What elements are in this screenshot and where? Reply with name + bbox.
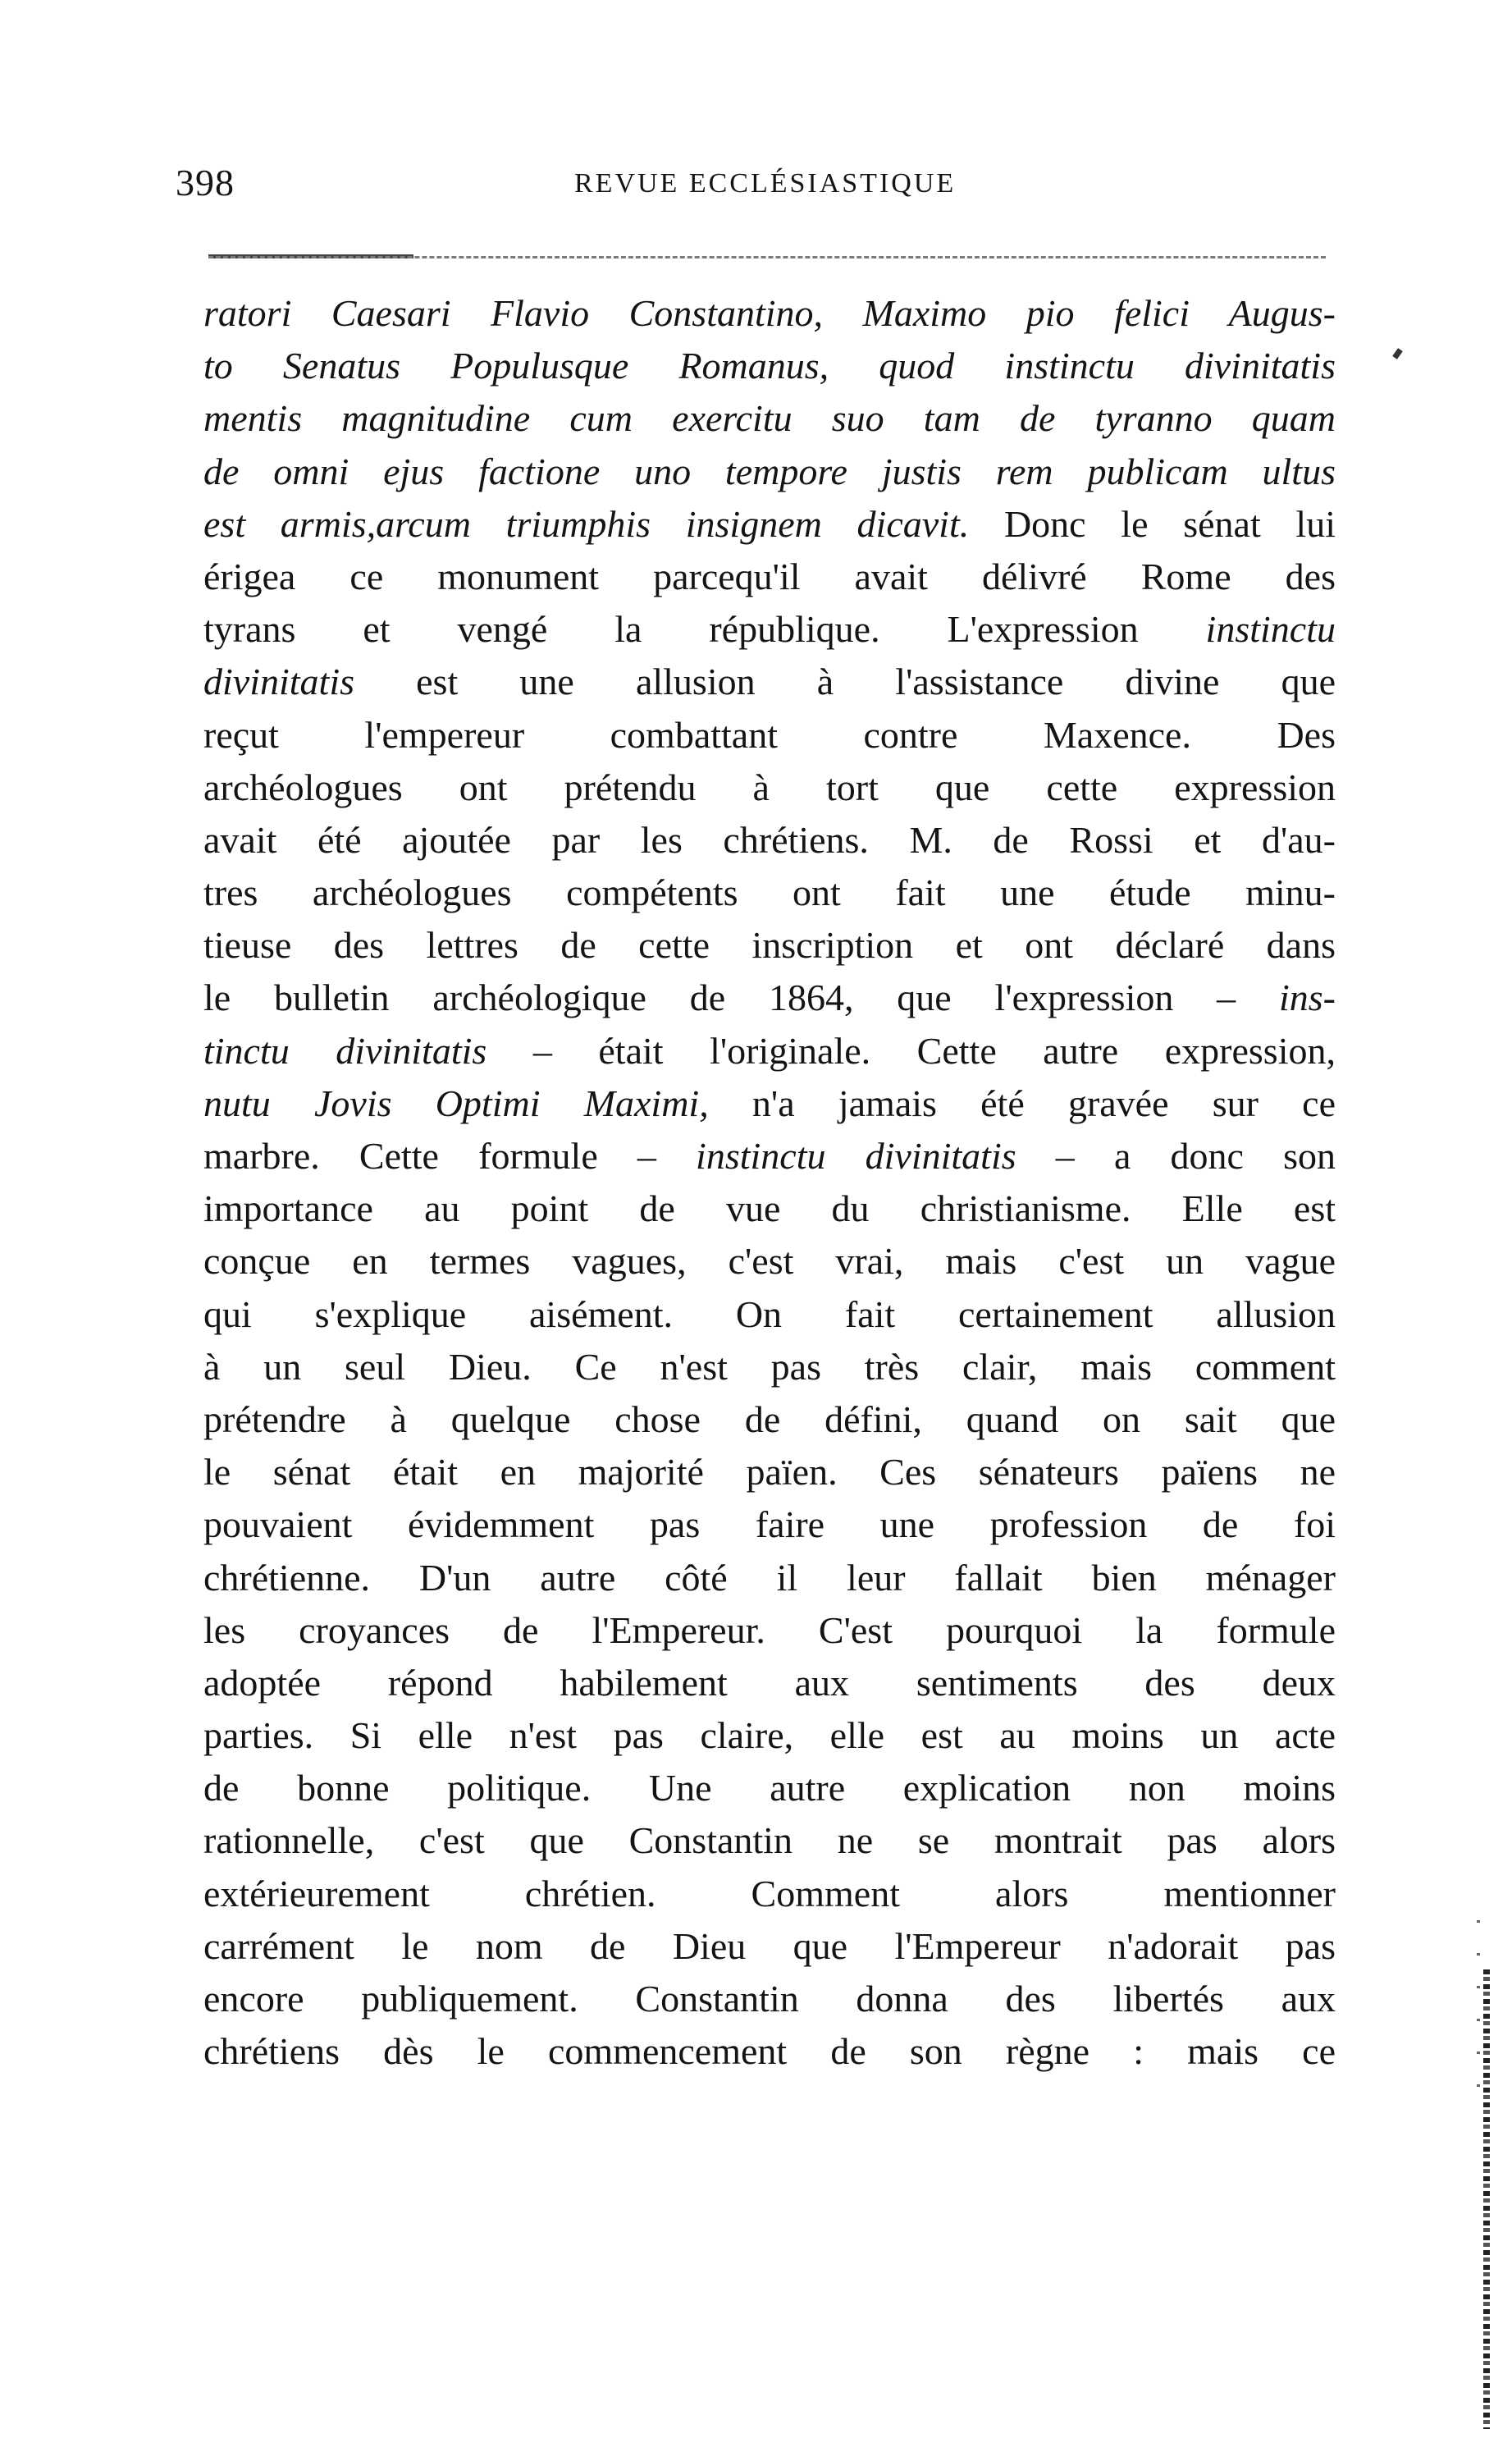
- text-line: [203, 498, 1336, 551]
- text-line: [203, 1182, 1336, 1235]
- text-line: [203, 1973, 1336, 2025]
- text-segment: le sénat était en majorité païen. Ces sénateurs païens ne: [203, 1451, 1336, 1494]
- italic-segment: ratori Caesari Flavio Constantino, Maximo pio felici Augus-: [203, 292, 1336, 334]
- text-line: [203, 1814, 1336, 1867]
- text-segment: Donc le sénat lui: [969, 502, 1336, 545]
- text-segment: extérieurement chrétien. Comment alors mentionner: [203, 1872, 1336, 1914]
- text-line: [203, 287, 1336, 340]
- running-title: REVUE ECCLÉSIASTIQUE: [574, 168, 957, 199]
- text-segment: avait été ajoutée par les chrétiens. M. de Rossi et d'au-: [203, 818, 1336, 861]
- text-line: [203, 603, 1336, 656]
- text-line: [203, 709, 1336, 762]
- text-segment: n'a jamais été gravée sur ce: [708, 1082, 1336, 1124]
- text-segment: adoptée répond habilement aux sentiments des deux: [203, 1661, 1336, 1704]
- text-line: [203, 1235, 1336, 1288]
- text-segment: archéologues ont prétendu à tort que cette expression: [203, 766, 1336, 808]
- text-segment: parties. Si elle n'est pas claire, elle est au moins un acte: [203, 1714, 1336, 1757]
- italic-segment: est armis,arcum triumphis insignem dicavit.: [203, 502, 970, 545]
- text-line: [203, 446, 1336, 498]
- text-segment: importance au point de vue du christianisme. Elle est: [203, 1187, 1336, 1230]
- text-segment: le bulletin archéologique de 1864, que l'expression –: [203, 977, 1279, 1019]
- body-text: [203, 287, 1336, 2078]
- italic-segment: tinctu divinitatis: [203, 1029, 487, 1072]
- text-line: [203, 1709, 1336, 1762]
- text-segment: – était l'originale. Cette autre expression,: [486, 1029, 1336, 1072]
- italic-segment: de omni ejus factione uno tempore justis rem publicam ultus: [203, 450, 1336, 492]
- header-rule: [208, 256, 1326, 258]
- text-line: [203, 972, 1336, 1024]
- text-line: [203, 1657, 1336, 1709]
- text-line: [203, 814, 1336, 867]
- text-segment: chrétienne. D'un autre côté il leur fallait bien ménager: [203, 1556, 1336, 1599]
- italic-segment: instinctu: [1205, 608, 1336, 651]
- text-segment: conçue en termes vagues, c'est vrai, mais c'est un vague: [203, 1240, 1336, 1283]
- text-segment: – a donc son: [1016, 1135, 1336, 1177]
- italic-segment: ins-: [1279, 977, 1336, 1019]
- text-line: [203, 1393, 1336, 1446]
- text-line: [203, 1025, 1336, 1077]
- text-segment: encore publiquement. Constantin donna des libertés aux: [203, 1978, 1336, 2020]
- text-line: [203, 1446, 1336, 1498]
- text-line: [203, 1604, 1336, 1657]
- text-line: [203, 1868, 1336, 1920]
- text-segment: à un seul Dieu. Ce n'est pas très clair, mais comment: [203, 1345, 1336, 1388]
- text-line: [203, 656, 1336, 708]
- text-segment: marbre. Cette formule –: [203, 1135, 697, 1177]
- page-edge-scan-artifact: [1483, 1969, 1490, 2429]
- text-line: [203, 1920, 1336, 1973]
- text-line: [203, 1130, 1336, 1182]
- text-segment: qui s'explique aisément. On fait certainement allusion: [203, 1292, 1336, 1335]
- text-line: [203, 762, 1336, 814]
- italic-segment: instinctu divinitatis: [696, 1135, 1016, 1177]
- text-segment: est une allusion à l'assistance divine que: [354, 661, 1336, 703]
- italic-segment: nutu Jovis Optimi Maximi,: [203, 1082, 709, 1124]
- text-line: [203, 1288, 1336, 1341]
- text-line: [203, 1552, 1336, 1604]
- text-segment: tyrans et vengé la république. L'expression: [203, 608, 1206, 651]
- text-line: [203, 1762, 1336, 1814]
- page-edge-dots: [1477, 1920, 1480, 2117]
- italic-segment: to Senatus Populusque Romanus, quod instinctu divinitatis: [203, 345, 1336, 387]
- text-line: [203, 340, 1336, 392]
- page-number: 398: [176, 162, 235, 204]
- text-segment: reçut l'empereur combattant contre Maxence. Des: [203, 713, 1336, 756]
- text-line: [203, 551, 1336, 603]
- text-segment: de bonne politique. Une autre explication non moins: [203, 1767, 1336, 1809]
- text-line: [203, 392, 1336, 445]
- italic-segment: divinitatis: [203, 661, 354, 703]
- text-segment: rationnelle, c'est que Constantin ne se montrait pas alors: [203, 1819, 1336, 1862]
- text-line: [203, 2025, 1336, 2078]
- italic-segment: mentis magnitudine cum exercitu suo tam de tyranno quam: [203, 397, 1336, 440]
- text-segment: les croyances de l'Empereur. C'est pourquoi la formule: [203, 1608, 1336, 1651]
- text-line: [203, 1498, 1336, 1551]
- text-segment: chrétiens dès le commencement de son règne : mais ce: [203, 2030, 1336, 2073]
- text-segment: tres archéologues compétents ont fait une étude minu-: [203, 871, 1336, 914]
- text-line: [203, 867, 1336, 919]
- text-line: [203, 1341, 1336, 1393]
- text-segment: tieuse des lettres de cette inscription et ont déclaré dans: [203, 924, 1336, 967]
- text-segment: prétendre à quelque chose de défini, quand on sait que: [203, 1397, 1336, 1440]
- text-line: [203, 1077, 1336, 1130]
- text-segment: pouvaient évidemment pas faire une profession de foi: [203, 1503, 1336, 1546]
- margin-mark: [1392, 348, 1403, 359]
- text-segment: carrément le nom de Dieu que l'Empereur n'adorait pas: [203, 1924, 1336, 1967]
- text-segment: érigea ce monument parcequ'il avait délivré Rome des: [203, 555, 1336, 597]
- text-line: [203, 919, 1336, 972]
